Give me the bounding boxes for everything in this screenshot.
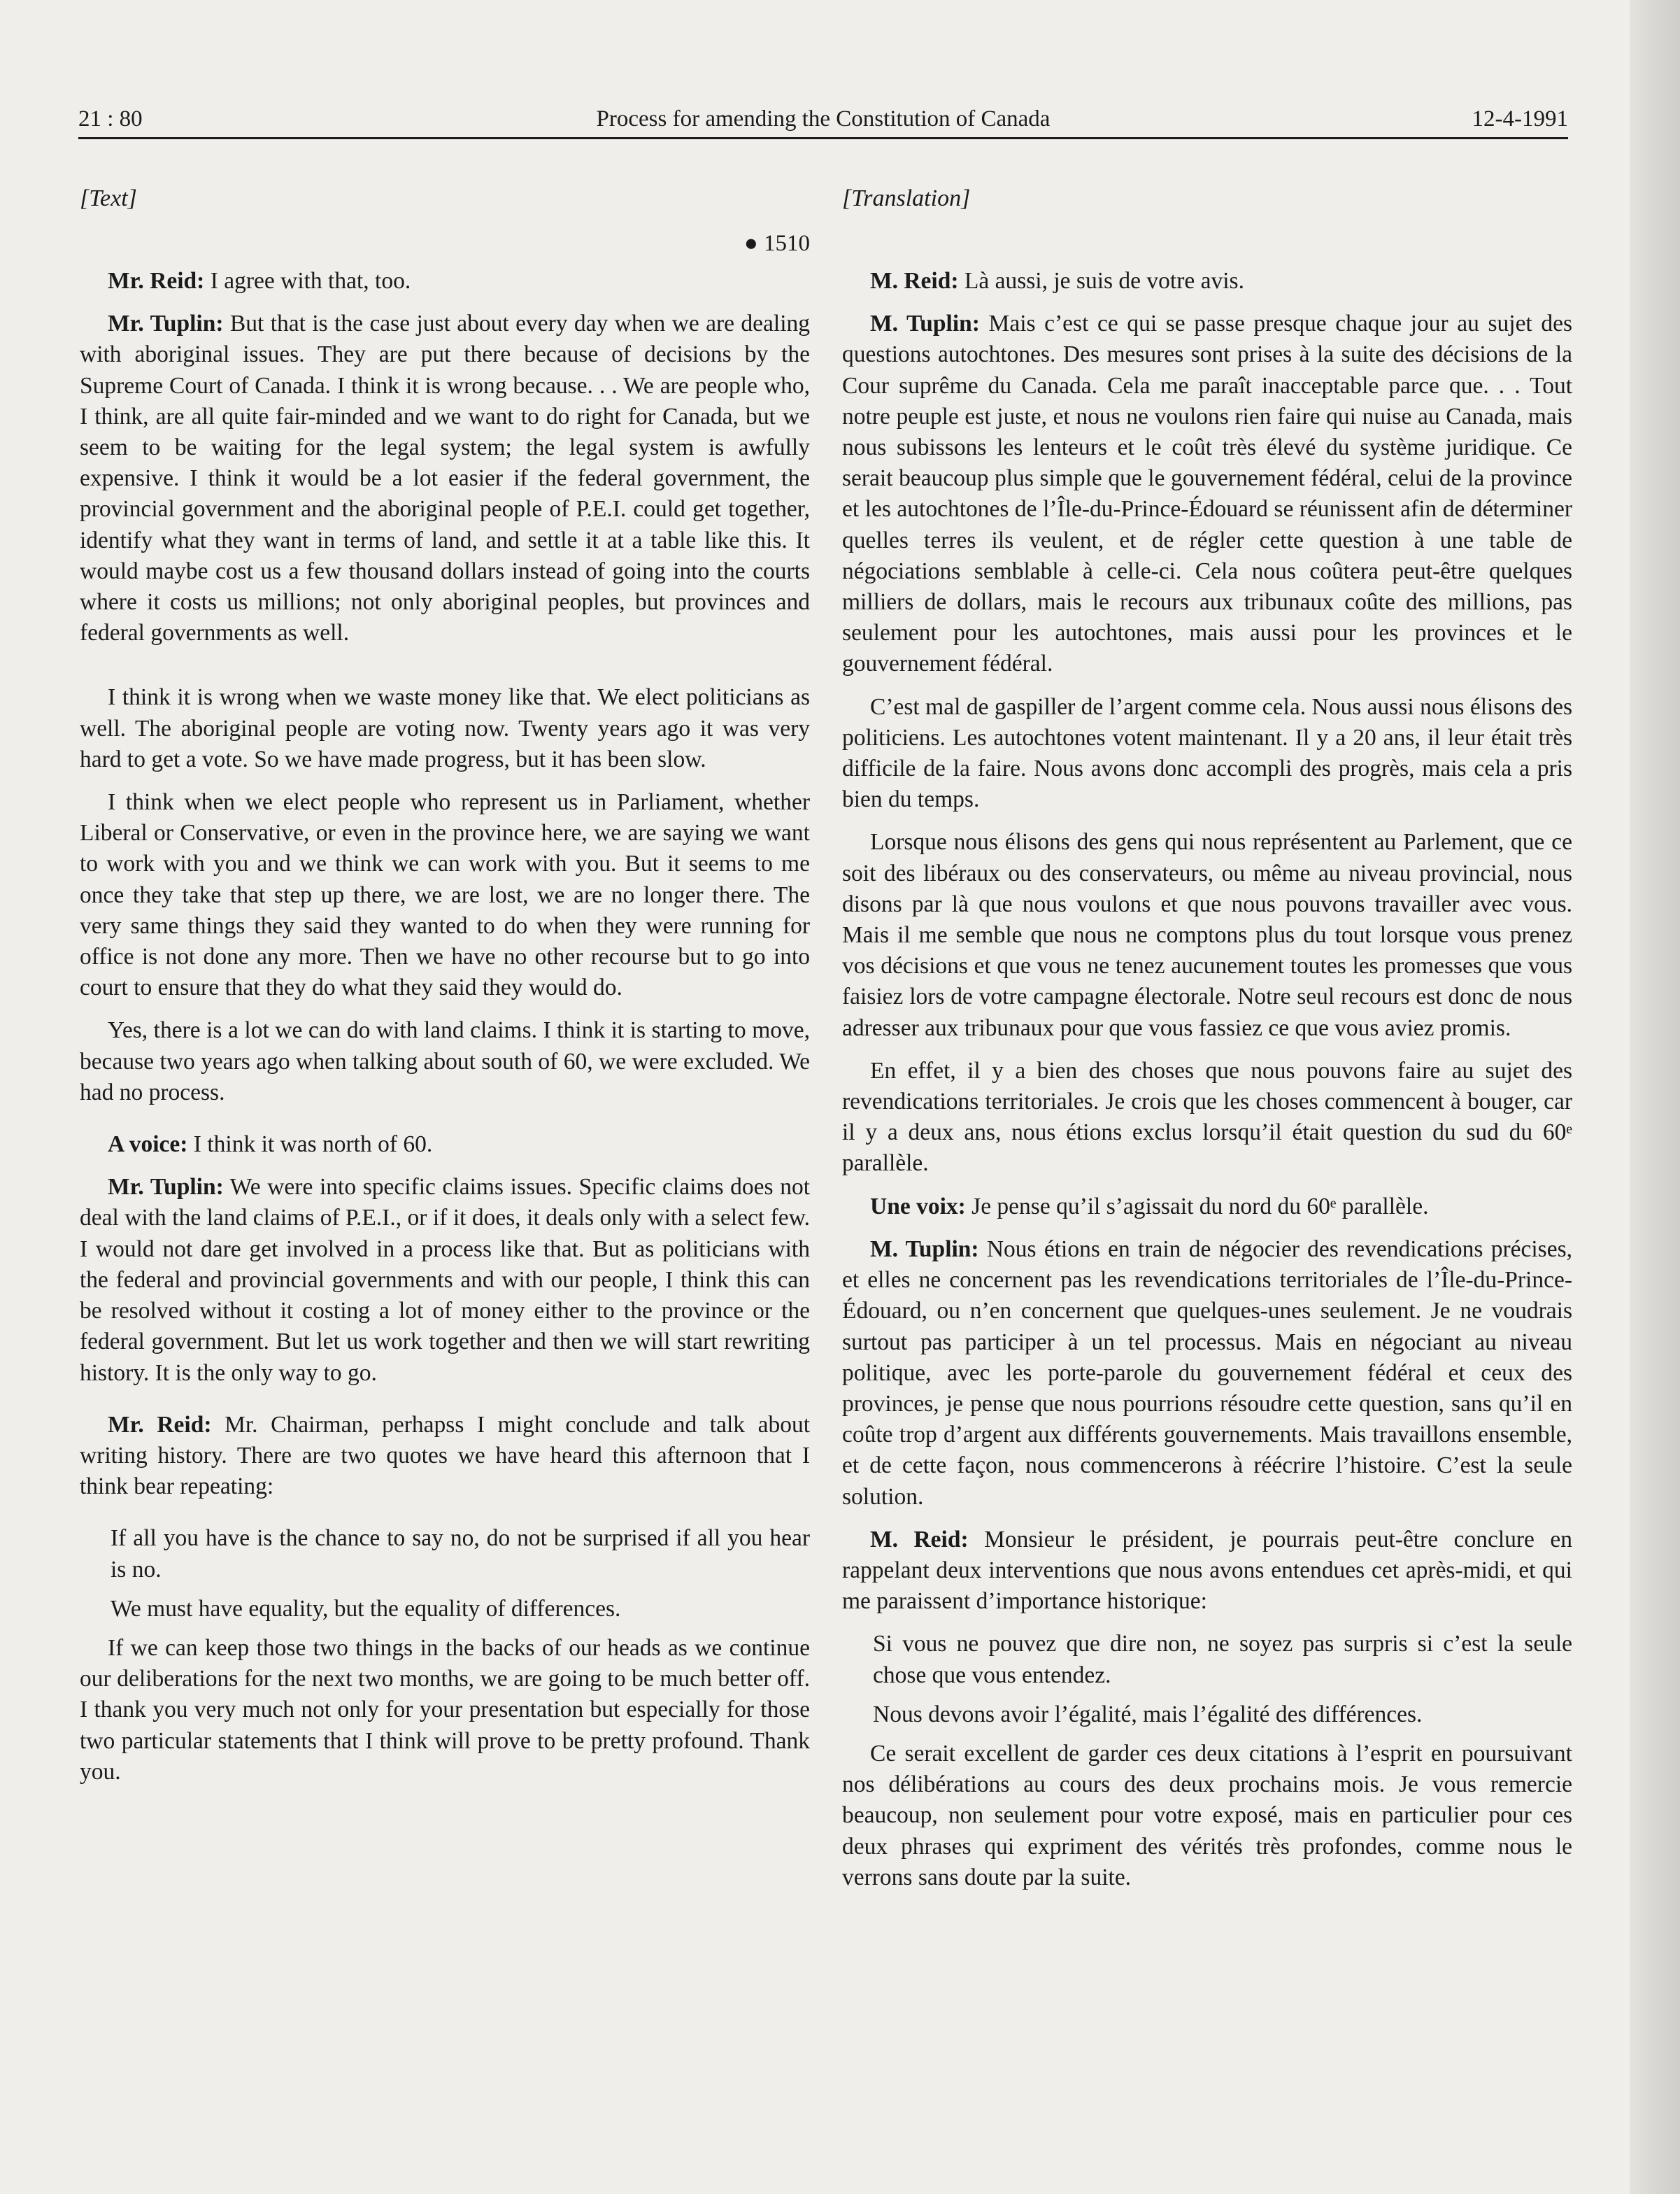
french-column — [842, 183, 1572, 1905]
header-rule — [78, 137, 1568, 139]
section-label-text: [Text] — [80, 185, 137, 211]
paragraph: C’est mal de gaspiller de l’argent comme cela. Nous aussi nous élisons des politiciens. Les autochtones votent maintenant. Il y a 20 ans, il leur était très difficile de la faire. Nous avons donc accompli des progrès, mais cela a pris bien du temps. — [842, 693, 1572, 813]
speaker-name: Mr. Tuplin: — [108, 1174, 224, 1201]
speaker-name: M. Tuplin: — [870, 1236, 979, 1262]
time-marker: ● 1510 — [743, 231, 810, 256]
speaker-name: M. Reid: — [870, 1526, 969, 1552]
paragraph: Lorsque nous élisons des gens qui nous représentent au Parlement, que ce soit des libéraux ou des conservateurs, ou même au niveau provincial, nous disons par là que nous voulons et que nous pouvons travailler avec vous. Mais il me semble que nous ne comptons plus du tout lorsque vous prenez vos décisions et que vous ne tenez aucunement toutes les promesses que vous faisiez lors de votre campagne électorale. Notre seul recours est donc de nous adresser aux tribunaux pour que vous fassiez ce que vous aviez promis. — [842, 829, 1572, 1041]
paragraph: Mr. Reid: Mr. Chairman, perhapss I might conclude and talk about writing history. There are two quotes we have heard this afternoon that I think bear repeating: — [80, 1411, 810, 1500]
paragraph: M. Reid: Là aussi, je suis de votre avis. — [870, 268, 1244, 294]
speaker-name: M. Tuplin: — [870, 311, 980, 337]
paragraph: I think when we elect people who represent us in Parliament, whether Liberal or Conservative, or even in the province here, we are saying we want to work with you and we think we can work with you. But it seems to me once they take that step up there, we are lost, we are no longer there. The very same things they said they wanted to do when they were running for office is not done any more. Then we have no other recourse but to go into court to ensure that they do what they said they would do. — [80, 789, 810, 1001]
paragraph: M. Tuplin: Nous étions en train de négocier des revendications précises, et elles ne concernent pas les revendications territoriales de l’Île-du-Prince-Édouard, ou n’en concernent que quelques-unes seulement. Je ne voudrais surtout pas participer à un tel processus. Mais en négociant au niveau politique, avec les porte-parole du gouvernement fédéral et ceux des provinces, je pense que nous pourrions résoudre cette question, sans qu’il en coûte trop d’argent aux différents gouvernements. Mais travaillons ensemble, et de cette façon, nous commencerons à réécrire l’histoire. C’est la seule solution. — [842, 1236, 1572, 1510]
paragraph: M. Reid: Monsieur le président, je pourrais peut-être conclure en rappelant deux interventions que nous avons entendues cet après-midi, et qui me paraissent d’importance historique: — [842, 1526, 1572, 1615]
speaker-name: Une voix: — [870, 1193, 966, 1219]
running-header — [78, 104, 1568, 139]
page-edge — [1630, 0, 1680, 2194]
quotation: If all you have is the chance to say no, do not be surprised if all you hear is no. — [111, 1525, 810, 1583]
paragraph: Mr. Reid: I agree with that, too. — [108, 268, 411, 294]
paragraph: En effet, il y a bien des choses que nous pouvons faire au sujet des revendications territoriales. Je crois que les choses commencent à bouger, car il y a deux ans, nous étions exclus lorsqu’il était question du sud du 60ᵉ parallèle. — [842, 1057, 1572, 1177]
page-title: Process for amending the Constitution of Canada — [596, 106, 1051, 132]
speaker-name: Mr. Tuplin: — [108, 311, 224, 337]
quotation: Nous devons avoir l’égalité, mais l’égalité des différences. — [873, 1701, 1423, 1727]
english-column — [80, 183, 810, 1799]
paragraph: Mr. Tuplin: We were into specific claims issues. Specific claims does not deal with the land claims of P.E.I., or if it does, it deals only with a select few. I would not dare get involved in a process like that. But as politicians with the federal and provincial governments and with our people, I think this can be resolved without it costing a lot of money either to the province or the federal government. But let us work together and then we will start rewriting history. It is the only way to go. — [80, 1174, 810, 1386]
paragraph: Ce serait excellent de garder ces deux citations à l’esprit en poursuivant nos délibérations au cours des deux prochains mois. Je vous remercie beaucoup, non seulement pour votre exposé, mais en particulier pour ces deux phrases qui expriment des vérités très profondes, comme nous le verrons sans doute par la suite. — [842, 1740, 1572, 1890]
speaker-name: Mr. Reid: — [108, 268, 205, 294]
quotation: Si vous ne pouvez que dire non, ne soyez pas surpris si c’est la seule chose que vous entendez. — [873, 1631, 1572, 1688]
page-number: 21 : 80 — [78, 106, 143, 132]
paragraph: M. Tuplin: Mais c’est ce qui se passe presque chaque jour au sujet des questions autochtones. Des mesures sont prises à la suite des décisions de la Cour suprême du Canada. Cela me paraît inacceptable parce que. . . Tout notre peuple est juste, et nous ne voulons rien faire qui nuise au Canada, mais nous subissons les lenteurs et le coût très élevé du système juridique. Ce serait beaucoup plus simple que le gouvernement fédéral, celui de la province et les autochtones de l’Île-du-Prince-Édouard se réunissent afin de déterminer quelles terres ils veulent, et de régler cette question à une table de négociations semblable à celle-ci. Cela nous coûtera peut-être quelques milliers de dollars, mais le recours aux tribunaux coûte des millions, pas seulement pour les autochtones, mais aussi pour les provinces et le gouvernement fédéral. — [842, 311, 1573, 677]
header-date: 12-4-1991 — [1472, 106, 1568, 132]
quotation: We must have equality, but the equality of differences. — [111, 1595, 621, 1622]
paragraph: Mr. Tuplin: But that is the case just about every day when we are dealing with aboriginal issues. They are put there because of decisions by the Supreme Court of Canada. I think it is wrong because. . . We are people who, I think, are all quite fair-minded and we want to do right for Canada, but we seem to be waiting for the legal system; the legal system is awfully expensive. I think it would be a lot easier if the federal government, the provincial government and the aboriginal people of P.E.I. could get together, identify what they want in terms of land, and settle it at a table like this. It would maybe cost us a few thousand dollars instead of going into the courts where it costs us millions; not only aboriginal peoples, but provinces and federal governments as well. — [80, 311, 810, 646]
paragraph: Une voix: Je pense qu’il s’agissait du nord du 60ᵉ parallèle. — [870, 1193, 1429, 1219]
speaker-name: Mr. Reid: — [108, 1411, 212, 1438]
paragraph: If we can keep those two things in the backs of our heads as we continue our deliberations for the next two months, we are going to be much better off. I thank you very much not only for your presentation but especially for those two particular statements that I think will prove to be pretty profound. Thank you. — [80, 1634, 810, 1785]
paragraph: A voice: I think it was north of 60. — [108, 1131, 433, 1158]
section-label-translation: [Translation] — [842, 185, 971, 211]
paragraph: I think it is wrong when we waste money like that. We elect politicians as well. The aboriginal people are voting now. Twenty years ago it was very hard to get a vote. So we have made progress, but it has been slow. — [80, 684, 810, 772]
speaker-name: A voice: — [108, 1131, 188, 1158]
speaker-name: M. Reid: — [870, 268, 959, 294]
paragraph: Yes, there is a lot we can do with land claims. I think it is starting to move, because two years ago when talking about south of 60, we were excluded. We had no process. — [80, 1017, 810, 1105]
